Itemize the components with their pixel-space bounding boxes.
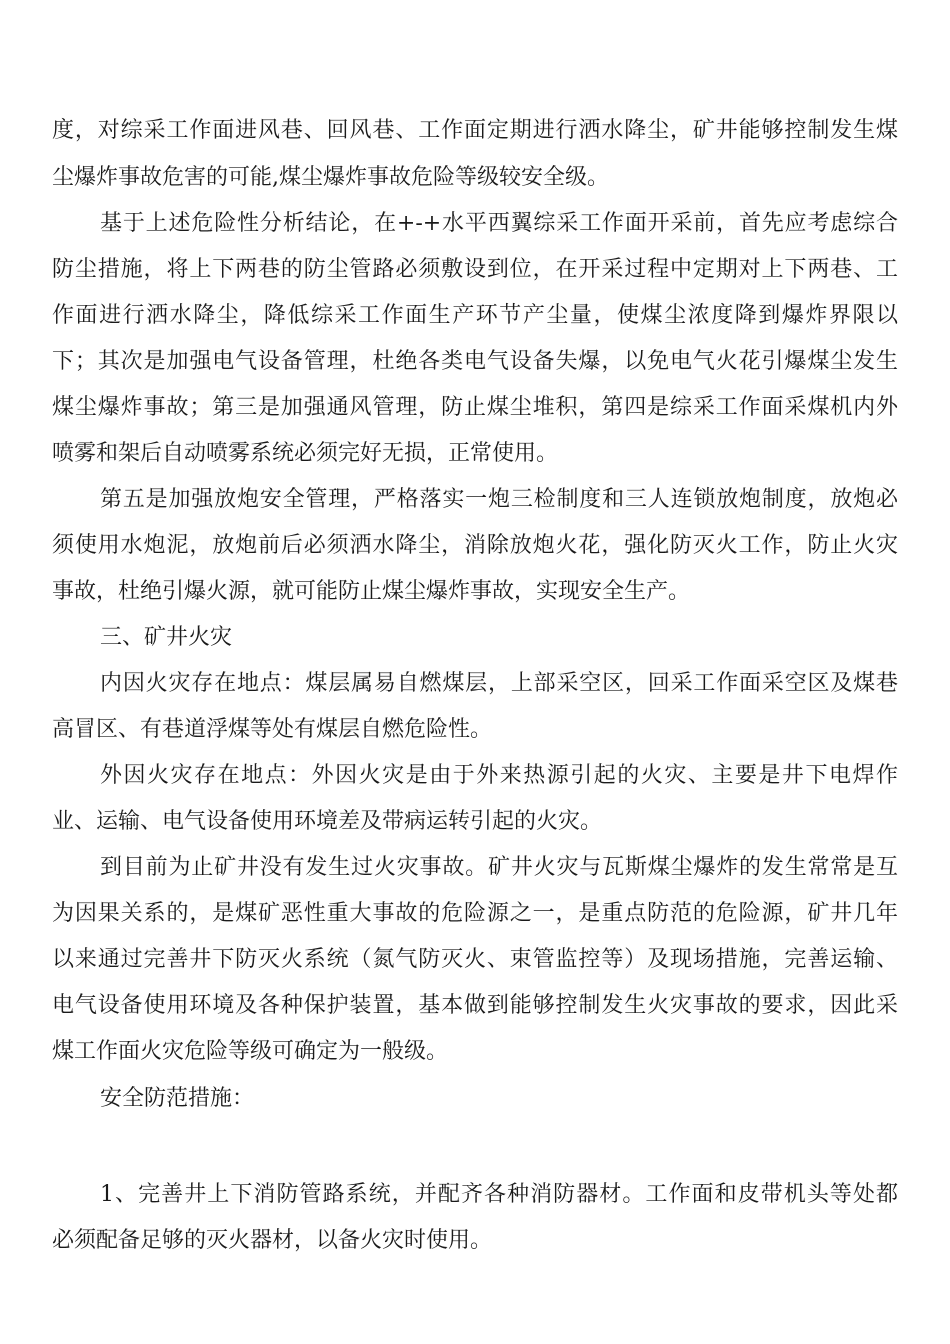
text-line: 电气设备使用环境及各种保护装置，基本做到能够控制发生火灾事故的要求，因此采 [52, 993, 898, 1018]
paragraph-first-line: 到目前为止矿井没有发生过火灾事故。矿井火灾与瓦斯煤尘爆炸的发生常常是互 [100, 855, 898, 880]
text-line: 煤工作面火灾危险等级可确定为一般级。 [52, 1039, 449, 1064]
text-line: 业、运输、电气设备使用环境差及带病运转引起的火灾。 [52, 809, 603, 834]
paragraph-first-line: 外因火灾存在地点：外因火灾是由于外来热源引起的火灾、主要是井下电焊作 [100, 763, 898, 788]
list-item-first-line: 1、完善井上下消防管路系统，并配齐各种消防器材。工作面和皮带机头等处都 [100, 1182, 898, 1207]
text-line: 高冒区、有巷道浮煤等处有煤层自燃危险性。 [52, 717, 493, 742]
text-line: 作面进行洒水降尘，降低综采工作面生产环节产尘量，使煤尘浓度降到爆炸界限以 [52, 303, 898, 328]
text-line: 下；其次是加强电气设备管理，杜绝各类电气设备失爆，以免电气火花引爆煤尘发生 [52, 349, 898, 374]
paragraph-first-line: 第五是加强放炮安全管理，严格落实一炮三检制度和三人连锁放炮制度，放炮必 [100, 487, 898, 512]
text-line: 以来通过完善井下防灭火系统（氮气防灭火、束管监控等）及现场措施，完善运输、 [52, 947, 898, 972]
text-line: 喷雾和架后自动喷雾系统必须完好无损，正常使用。 [52, 441, 559, 466]
section-heading: 安全防范措施： [100, 1086, 255, 1111]
text-line: 度，对综采工作面进风巷、回风巷、工作面定期进行洒水降尘，矿井能够控制发生煤 [52, 118, 898, 143]
text-line: 须使用水炮泥，放炮前后必须洒水降尘，消除放炮火花，强化防灭火工作，防止火灾 [52, 533, 898, 558]
text-line: 煤尘爆炸事故；第三是加强通风管理，防止煤尘堆积，第四是综采工作面采煤机内外 [52, 395, 898, 420]
paragraph-first-line: 内因火灾存在地点：煤层属易自燃煤层，上部采空区，回采工作面采空区及煤巷 [100, 671, 898, 696]
paragraph-first-line: 基于上述危险性分析结论，在+-+水平西翼综采工作面开采前，首先应考虑综合 [100, 211, 898, 236]
text-line: 尘爆炸事故危害的可能,煤尘爆炸事故危险等级较安全级。 [52, 165, 609, 190]
text-line: 事故，杜绝引爆火源，就可能防止煤尘爆炸事故，实现安全生产。 [52, 579, 691, 604]
section-heading: 三、矿井火灾 [100, 625, 233, 650]
text-line: 为因果关系的，是煤矿恶性重大事故的危险源之一，是重点防范的危险源，矿井几年 [52, 901, 898, 926]
text-line: 必须配备足够的灭火器材，以备火灾时使用。 [52, 1228, 493, 1253]
text-line: 防尘措施，将上下两巷的防尘管路必须敷设到位，在开采过程中定期对上下两巷、工 [52, 257, 898, 282]
